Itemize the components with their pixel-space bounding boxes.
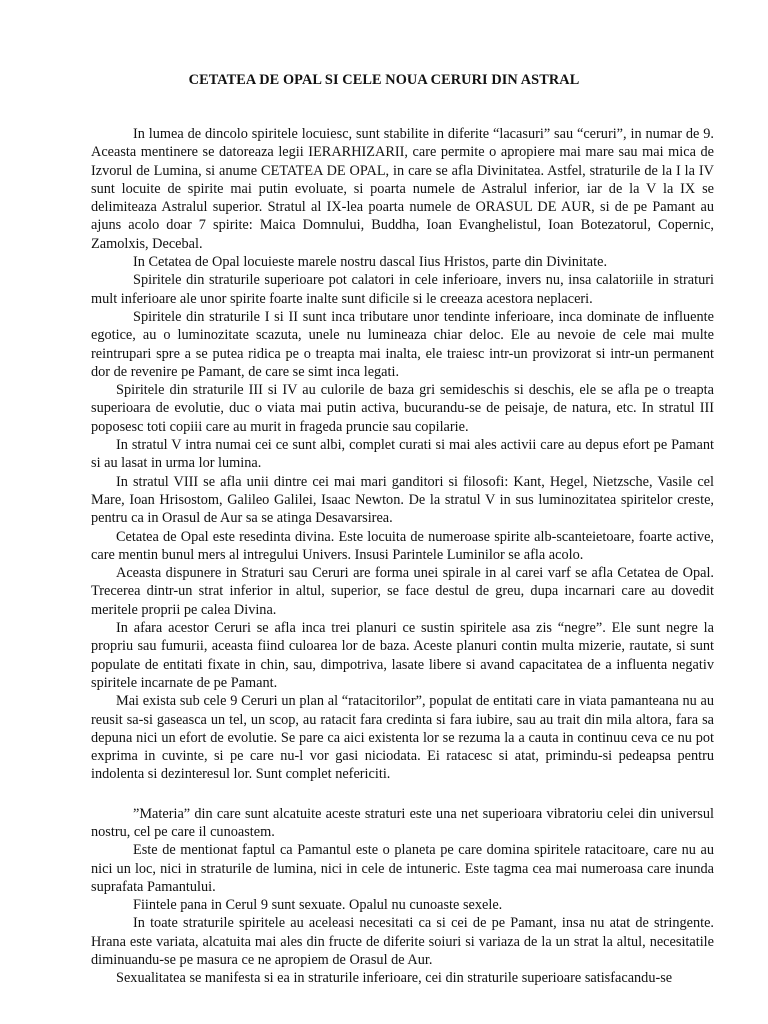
paragraph: Spiritele din straturile I si II sunt inca tributare unor tendinte inferioare, inca dominate de influente egotice, au o luminozitate scazuta, unele nu lumineaza chiar deloc. Ele au nevoie de cele mai multe reintrupari spre a se putea ridica pe o treapta mai inalta, ele traiesc intr-un provizorat si intr-un permanent dor de revenire pe Pamant, de care se simt inca legati. (91, 308, 714, 380)
paragraph: Fiintele pana in Cerul 9 sunt sexuate. Opalul nu cunoaste sexele. (133, 897, 503, 914)
paragraph: In lumea de dincolo spiritele locuiesc, sunt stabilite in diferite “lacasuri” sau “ceruri”, in numar de 9. Aceasta mentinere se datoreaza legii IERARHIZARII, care permite o apropiere mai mare sau mai mica de Izvorul de Lumina, si anume CETATEA DE OPAL, in care se afla Divinitatea. Astfel, straturile de la I la IV sunt locuite de spirite mai putin evoluate, si poarta numele de Astralul inferior, iar de la V la IX se delimiteaza Astralul superior. Stratul al IX-lea poarta numele de ORASUL DE AUR, si de pe Pamant au ajuns acolo doar 7 spirite: Maica Domnului, Buddha, Ioan Evanghelistul, Ioan Botezatorul, Copernic, Zamolxis, Decebal. (91, 126, 714, 252)
paragraph: ”Materia” din care sunt alcatuite aceste straturi este una net superioara vibratoriu celei din universul nostru, cel pe care il cunoastem. (91, 805, 714, 840)
paragraph: Spiritele din straturile III si IV au culorile de baza gri semideschis si deschis, ele se afla pe o treapta superioara de evolutie, duc o viata mai putin activa, bucurandu-se de peisaje, de natura, etc. In stratul III poposesc toti copiii care au murit in frageda pruncie sau copilarie. (91, 382, 714, 435)
paragraph-gap (91, 784, 714, 805)
document-title: CETATEA DE OPAL SI CELE NOUA CERURI DIN ASTRAL (188, 72, 580, 88)
paragraph: Cetatea de Opal este resedinta divina. Este locuita de numeroase spirite alb-scanteietoare, foarte active, care mentin bunul mers al intregului Univers. Insusi Parintele Luminilor se afla acolo. (91, 528, 714, 563)
document-body (91, 125, 714, 988)
paragraph: In stratul VIII se afla unii dintre cei mai mari ganditori si filosofi: Kant, Hegel, Nietzsche, Vasile cel Mare, Ioan Hrisostom, Galileo Galilei, Isaac Newton. De la stratul V in sus luminozitatea spiritelor creste, pentru ca in Orasul de Aur sa se atinga Desavarsirea. (91, 473, 714, 527)
paragraph: In stratul V intra numai cei ce sunt albi, complet curati si mai ales activii care au depus efort pe Pamant si au lasat in urma lor lumina. (91, 437, 714, 472)
paragraph: Spiritele din straturile superioare pot calatori in cele inferioare, invers nu, insa calatoriile in straturi mult inferioare ale unor spirite foarte inalte sunt dificile si le creeaza acestora neplaceri. (91, 272, 714, 307)
paragraph: Este de mentionat faptul ca Pamantul este o planeta pe care domina spiritele ratacitoare, care nu au nici un loc, nici in straturile de lumina, nici in cele de intuneric. Este tagma cea mai numeroasa care inunda suprafata Pamantului. (91, 842, 714, 895)
paragraph: Sexualitatea se manifesta si ea in straturile inferioare, cei din straturile superioare satisfacandu-se (116, 970, 673, 987)
paragraph: In toate straturile spiritele au aceleasi necesitati ca si cei de pe Pamant, insa nu atat de stringente. Hrana este variata, alcatuita mai ales din fructe de diferite soiuri si variaza de la un strat la altul, necesitatile diminuandu-se pe masura ce ne apropiem de Orasul de Aur. (91, 915, 714, 969)
paragraph: In Cetatea de Opal locuieste marele nostru dascal Iius Hristos, parte din Divinitate. (133, 254, 608, 271)
paragraph: Aceasta dispunere in Straturi sau Ceruri are forma unei spirale in al carei varf se afla Cetatea de Opal. Trecerea dintr-un strat inferior in altul, superior, se face destul de greu, dupa incarnari care au dovedit meritele proprii pe calea Divina. (91, 565, 714, 618)
paragraph: In afara acestor Ceruri se afla inca trei planuri ce sustin spiritele asa zis “negre”. Ele sunt negre la propriu sau fumurii, aceasta fiind culoarea lor de baza. Aceste planuri contin multa mizerie, rautate, si sunt populate de entitati fixate in chin, sau, dimpotriva, lasate libere si avand capacitatea de a influenta negativ spiritele incarnate de pe Pamant. (91, 620, 714, 691)
paragraph: Mai exista sub cele 9 Ceruri un plan al “ratacitorilor”, populat de entitati care in viata pamanteana nu au reusit sa-si gaseasca un tel, un scop, au ratacit fara credinta si fara iubire, sau au trait din mila altora, fara sa depuna nici un efort de evolutie. Se pare ca aici existenta lor se rezuma la a cauta in continuu ceva ce nu pot exprima in cuvinte, si pe care nu-l vor gasi niciodata. Ei ratacesc si atat, primindu-si pedeapsa pentru indolenta si dezinteresul lor. Sunt complet nefericiti. (91, 693, 714, 783)
